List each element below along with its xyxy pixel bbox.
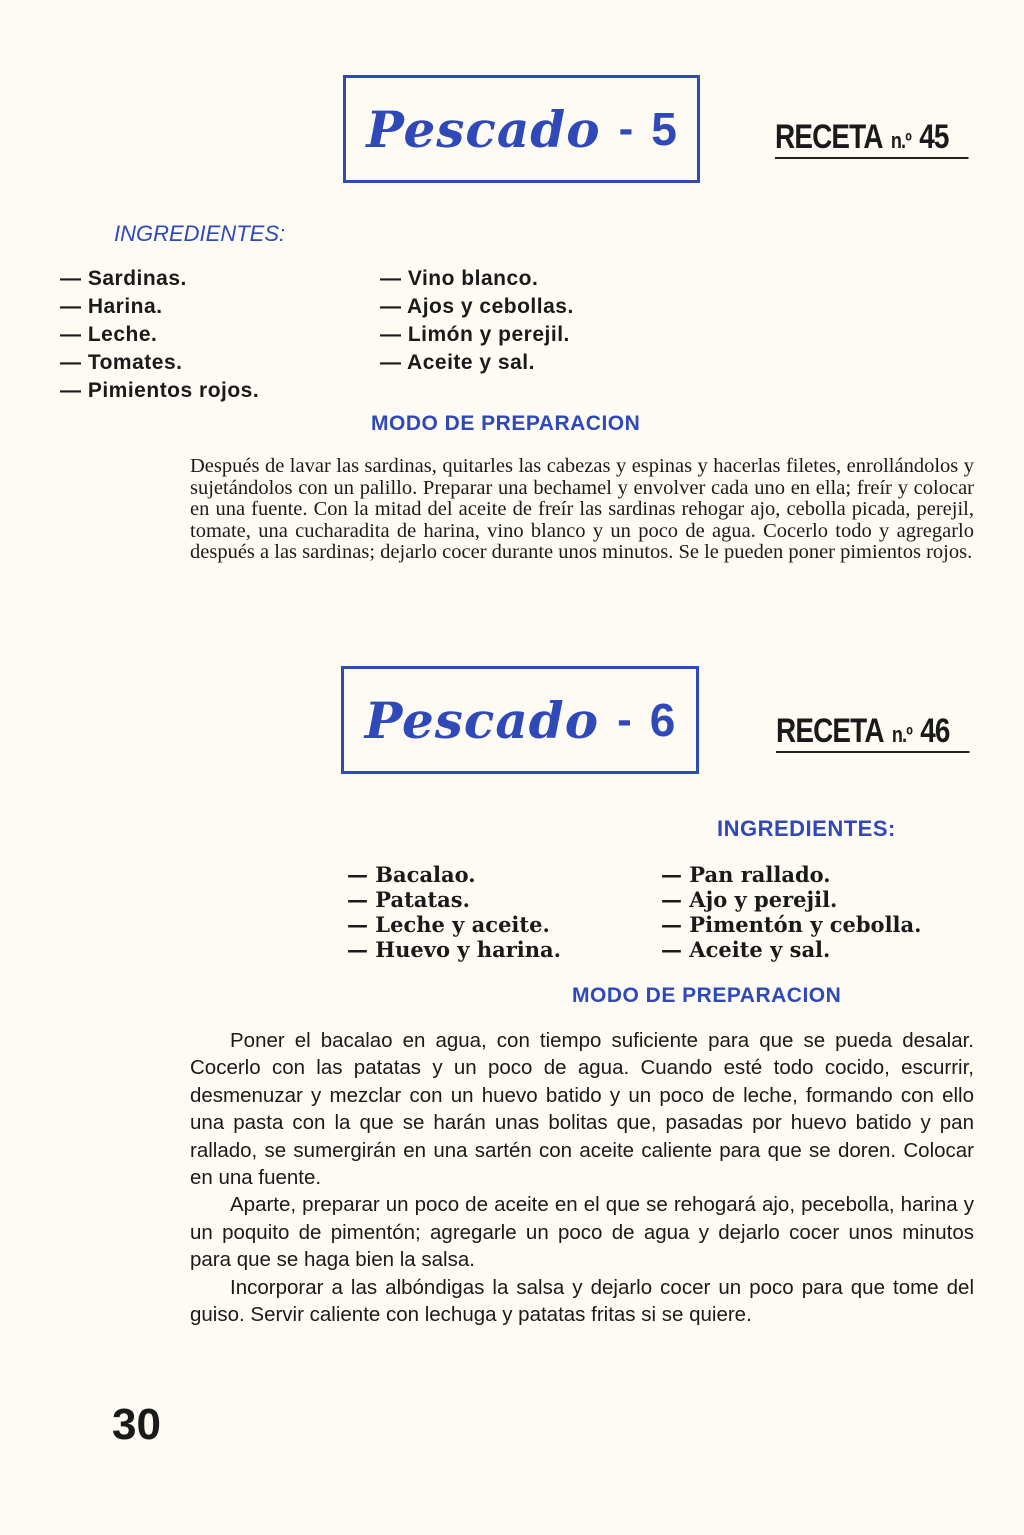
ingredient-item: — Bacalao.: [347, 862, 476, 887]
ingredient-item: — Tomates.: [60, 351, 183, 374]
page-number: 30: [112, 1400, 161, 1449]
ingredient-item: — Pimentón y cebolla.: [661, 912, 922, 937]
recipe-45-method-heading: MODO DE PREPARACION: [371, 412, 641, 435]
recipe-45-title-word: Pescado: [366, 99, 601, 159]
receta-abbrev: n.º: [891, 722, 913, 747]
ingredient-item: — Huevo y harina.: [347, 937, 561, 962]
method-paragraph: Incorporar a las albóndigas la salsa y dejarlo cocer un poco para que tome del guiso. Servir caliente con lechuga y patatas fritas si se quiere.: [190, 1275, 974, 1327]
recipe-45-ingredients-col2: [380, 265, 700, 377]
receta-number: 45: [919, 118, 949, 156]
recipe-45-title-box: [343, 75, 700, 183]
ingredient-item: — Aceite y sal.: [661, 937, 831, 962]
recipe-46-method-text: [190, 1027, 974, 1328]
recipe-45-ingredients-heading: INGREDIENTES:: [114, 221, 286, 246]
ingredient-item: — Sardinas.: [60, 267, 187, 290]
recipe-45-title-dash: -: [618, 104, 634, 153]
ingredient-item: — Vino blanco.: [380, 267, 539, 290]
receta-abbrev: n.º: [890, 128, 912, 153]
recipe-45-title-number: 5: [651, 103, 677, 155]
receta-word: RECETA: [775, 118, 883, 156]
ingredient-item: — Ajos y cebollas.: [380, 295, 574, 318]
ingredient-item: — Pan rallado.: [661, 862, 831, 887]
ingredient-item: — Harina.: [60, 295, 163, 318]
recipe-46-title-word: Pescado: [364, 690, 600, 750]
ingredient-item: — Ajo y perejil.: [661, 887, 838, 912]
recipe-45-method-text: Después de lavar las sardinas, quitarles las cabezas y espinas y hacerlas filetes, enrollándolos y sujetándolos con un palillo. Preparar una bechamel y envolver cada uno en ella; freír y colocar en una fuente. Con la mitad del aceite de freír las sardinas rehogar ajo, cebolla picada, perejil, tomate, una cucharadita de harina, vino blanco y un poco de agua. Cocerlo todo y agregarlo después a las sardinas; dejarlo cocer durante unos minutos. Se le pueden poner pimientos rojos.: [190, 455, 974, 563]
recipe-46-method-heading: MODO DE PREPARACION: [572, 984, 842, 1007]
recipe-46-title-box: [341, 666, 699, 774]
ingredient-item: — Patatas.: [347, 887, 470, 912]
ingredient-item: — Aceite y sal.: [380, 351, 535, 374]
recipe-46-ingredients-col1: [347, 862, 637, 962]
recipe-46-ingredients-heading: INGREDIENTES:: [717, 816, 896, 841]
recipe-46-title-dash: -: [617, 695, 632, 744]
ingredient-item: — Pimientos rojos.: [60, 379, 260, 402]
recipe-45-receta-label: [775, 118, 969, 159]
recipe-46-ingredients-col2: [661, 862, 981, 962]
recipe-45-ingredients-col1: [60, 265, 360, 405]
recipe-46-title-number: 6: [649, 694, 676, 746]
ingredient-item: — Leche y aceite.: [347, 912, 550, 937]
method-paragraph: Aparte, preparar un poco de aceite en el que se rehogará ajo, pecebolla, harina y un poquito de pimentón; agregarle un poco de agua y dejarlo cocer unos minutos para que se haga bien la salsa.: [190, 1193, 974, 1272]
recipe-46-receta-label: [776, 712, 970, 753]
ingredient-item: — Limón y perejil.: [380, 323, 570, 346]
method-paragraph: Poner el bacalao en agua, con tiempo suficiente para que se pueda desalar. Cocerlo con las patatas y un poco de agua. Cuando esté todo cocido, escurrir, desmenuzar y mezclar con un huevo batido y un poco de leche, formando con ello una pasta con la que se harán unas bolitas que, pasadas por huevo batido y pan rallado, se sumergirán en una sartén con aceite caliente para que se doren. Colocar en una fuente.: [190, 1029, 974, 1190]
ingredient-item: — Leche.: [60, 323, 158, 346]
receta-number: 46: [920, 712, 950, 750]
receta-word: RECETA: [776, 712, 884, 750]
